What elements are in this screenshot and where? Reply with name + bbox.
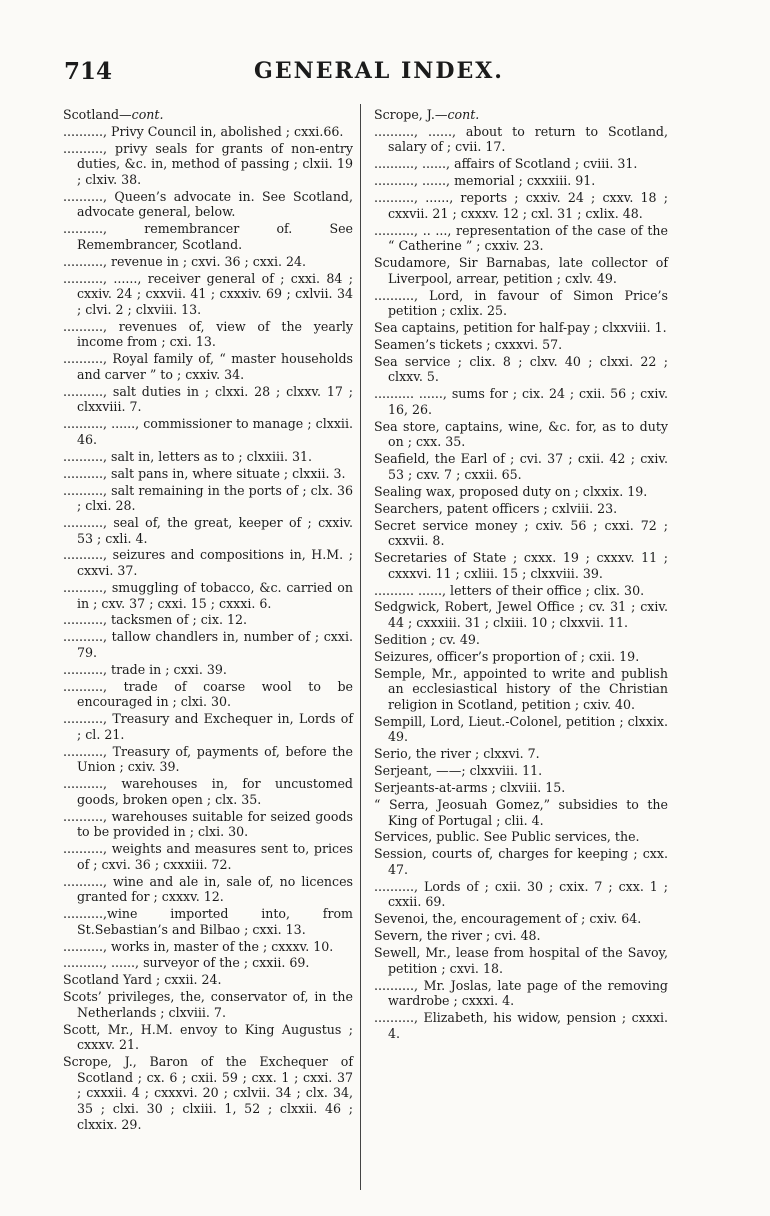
left-entry-list (63, 124, 353, 1132)
index-entry: .......... ......, sums for ; cix. 24 ; cxii. 56 ; cxiv. 16, 26. (374, 386, 668, 417)
index-entry: Sempill, Lord, Lieut.-Colonel, petition ; clxxix. 49. (374, 713, 668, 745)
index-entry: .........., salt remaining in the ports of ; clx. 36 ; clxi. 28. (63, 482, 353, 514)
index-entry: “ Serra, Jeosuah Gomez,” subsidies to the King of Portugal ; clii. 4. (374, 796, 668, 828)
index-entry: .........., .. ..., representation of the case of the “ Catherine ” ; cxxiv. 23. (374, 222, 668, 254)
page-header (64, 58, 694, 88)
index-entry: .........., Treasury of, payments of, before the Union ; cxiv. 39. (63, 743, 353, 775)
index-entry: Secretaries of State ; cxxx. 19 ; cxxxv. 11 ; cxxxvi. 11 ; cxliii. 15 ; clxxviii. 39. (374, 550, 668, 581)
index-entry: Scots’ privileges, the, conservator of, in the Netherlands ; clxviii. 7. (63, 989, 353, 1020)
index-entry: .........., ......, reports ; cxxiv. 24 ; cxxv. 18 ; cxxvii. 21 ; cxxxv. 12 ; cxl. 31 ; cxlix. 48. (374, 190, 668, 221)
index-entry: .........., Treasury and Exchequer in, Lords of ; cl. 21. (63, 711, 353, 742)
index-entry: Semple, Mr., appointed to write and publish an ecclesiastical history of the Christian religion in Scotland, petition ; cxiv. 40. (374, 665, 668, 712)
index-entry: Severn, the river ; cvi. 48. (374, 928, 541, 944)
left-column (63, 107, 353, 1134)
index-entry: .......... ......, letters of their office ; clix. 30. (374, 582, 645, 598)
index-entry: .........., Royal family of, “ master households and carver ” to ; cxxiv. 34. (63, 351, 353, 382)
index-entry: .........., ......, about to return to Scotland, salary of ; cvii. 17. (374, 123, 668, 155)
index-entry: .........., tallow chandlers in, number of ; cxxi. 79. (63, 629, 353, 660)
index-entry: Seizures, officer’s proportion of ; cxii. 19. (374, 648, 640, 664)
index-entry: Seafield, the Earl of ; cvi. 37 ; cxii. 42 ; cxiv. 53 ; cxv. 7 ; cxxii. 65. (374, 451, 668, 482)
index-entry: .........., remembrancer of. See Remembrancer, Scotland. (63, 221, 353, 252)
index-entry: Sea captains, petition for half-pay ; clxxviii. 1. (374, 320, 667, 336)
page-number: 714 (64, 58, 113, 85)
index-entry: .........., salt duties in ; clxxi. 28 ; clxxv. 17 ; clxxviii. 7. (63, 383, 353, 415)
index-entry: Sevenoi, the, encouragement of ; cxiv. 64. (374, 911, 642, 927)
index-entry: Scrope, J., Baron of the Exchequer of Scotland ; cx. 6 ; cxii. 59 ; cxx. 1 ; cxxi. 37 ; cxxxii. 4 ; cxxxvi. 20 ; cxlvii. 34 ; clx. 34, 35 ; clxi. 30 ; clxiii. 1, 52 ; clxxii. 46 ; clxxix. 29. (63, 1054, 353, 1132)
index-entry: ..........,wine imported into, from St.Sebastian’s and Bilbao ; cxxi. 13. (63, 906, 353, 937)
index-entry: .........., ......, memorial ; cxxxiii. 91. (374, 173, 596, 189)
index-entry: .........., trade of coarse wool to be encouraged in ; clxi. 30. (63, 678, 353, 710)
index-entry: .........., seizures and compositions in, H.M. ; cxxvi. 37. (63, 547, 353, 579)
index-entry: Sea service ; clix. 8 ; clxv. 40 ; clxxi. 22 ; clxxv. 5. (374, 353, 668, 385)
index-entry: Scotland Yard ; cxxii. 24. (63, 972, 222, 988)
right-column (374, 107, 668, 1043)
continuation-heading (63, 107, 353, 123)
index-entry: Secret service money ; cxiv. 56 ; cxxi. 72 ; cxxvii. 8. (374, 517, 668, 549)
index-entry: Sedition ; cv. 49. (374, 631, 480, 647)
index-entry: Serjeants-at-arms ; clxviii. 15. (374, 780, 566, 796)
index-entry: .........., salt in, letters as to ; clxxiii. 31. (63, 448, 313, 464)
index-entry: .........., revenues of, view of the yearly income from ; cxi. 13. (63, 318, 353, 350)
index-entry: .........., privy seals for grants of non-entry duties, &c. in, method of passing ; clxii. 19 ; clxiv. 38. (63, 140, 353, 187)
index-entry: .........., Mr. Joslas, late page of the removing wardrobe ; cxxxi. 4. (374, 977, 668, 1009)
index-entry: .........., ......, commissioner to manage ; clxxii. 46. (63, 416, 353, 447)
index-entry: .........., tacksmen of ; cix. 12. (63, 612, 247, 628)
index-entry: .........., weights and measures sent to, prices of ; cxvi. 36 ; cxxxiii. 72. (63, 841, 353, 872)
index-entry: Services, public. See Public services, the. (374, 829, 640, 845)
index-entry: .........., wine and ale in, sale of, no licences granted for ; cxxxv. 12. (63, 873, 353, 905)
continuation-name: Scrope, J.— (374, 107, 448, 122)
continuation-name: Scotland— (63, 107, 132, 122)
index-entry: Sewell, Mr., lease from hospital of the Savoy, petition ; cxvi. 18. (374, 945, 668, 976)
index-entry: Serio, the river ; clxxvi. 7. (374, 746, 540, 762)
index-entry: .........., Privy Council in, abolished ; cxxi.66. (63, 123, 344, 139)
index-entry: .........., ......, receiver general of ; cxxi. 84 ; cxxiv. 24 ; cxxvii. 41 ; cxxxiv. 69 ; cxlvii. 34 ; clvi. 2 ; clxviii. 13. (63, 270, 353, 317)
index-entry: .........., Queen’s advocate in. See Scotland, advocate general, below. (63, 188, 353, 220)
column-divider (360, 104, 361, 1190)
index-entry: Seamen’s tickets ; cxxxvi. 57. (374, 336, 563, 352)
continuation-suffix: cont. (447, 107, 480, 122)
index-entry: .........., revenue in ; cxvi. 36 ; cxxi. 24. (63, 253, 307, 269)
right-entry-list (374, 124, 668, 1041)
index-entry: Scudamore, Sir Barnabas, late collector of Liverpool, arrear, petition ; cxlv. 49. (374, 255, 668, 286)
index-entry: Sea store, captains, wine, &c. for, as to duty on ; cxx. 35. (374, 418, 668, 450)
index-entry: .........., Lords of ; cxii. 30 ; cxix. 7 ; cxx. 1 ; cxxii. 69. (374, 878, 668, 910)
index-entry: .........., Elizabeth, his widow, pension ; cxxxi. 4. (374, 1010, 668, 1041)
index-entry: Session, courts of, charges for keeping ; cxx. 47. (374, 846, 668, 877)
index-entry: .........., smuggling of tobacco, &c. carried on in ; cxv. 37 ; cxxi. 15 ; cxxxi. 6. (63, 579, 353, 611)
index-entry: Searchers, patent officers ; cxlviii. 23. (374, 500, 618, 516)
index-entry: .........., works in, master of the ; cxxxv. 10. (63, 938, 334, 954)
index-entry: Sedgwick, Robert, Jewel Office ; cv. 31 ; cxiv. 44 ; cxxxiii. 31 ; clxiii. 10 ; clxxvii. 11. (374, 599, 668, 631)
running-head: GENERAL INDEX. (254, 58, 504, 84)
index-entry: .........., Lord, in favour of Simon Price’s petition ; cxlix. 25. (374, 287, 668, 319)
index-entry: .........., trade in ; cxxi. 39. (63, 661, 227, 677)
index-entry: Scott, Mr., H.M. envoy to King Augustus ; cxxxv. 21. (63, 1021, 353, 1053)
index-entry: .........., ......, surveyor of the ; cxxii. 69. (63, 955, 310, 971)
index-entry: .........., ......, affairs of Scotland ; cviii. 31. (374, 156, 638, 172)
index-entry: Sealing wax, proposed duty on ; clxxix. 19. (374, 483, 648, 499)
index-entry: .........., warehouses suitable for seized goods to be provided in ; clxi. 30. (63, 808, 353, 840)
continuation-suffix: cont. (131, 107, 164, 122)
index-entry: Serjeant, ——; clxxviii. 11. (374, 763, 543, 779)
index-entry: .........., salt pans in, where situate ; clxxii. 3. (63, 465, 346, 481)
index-entry: .........., warehouses in, for uncustomed goods, broken open ; clx. 35. (63, 776, 353, 807)
index-entry: .........., seal of, the great, keeper of ; cxxiv. 53 ; cxli. 4. (63, 515, 353, 546)
continuation-heading (374, 107, 668, 123)
